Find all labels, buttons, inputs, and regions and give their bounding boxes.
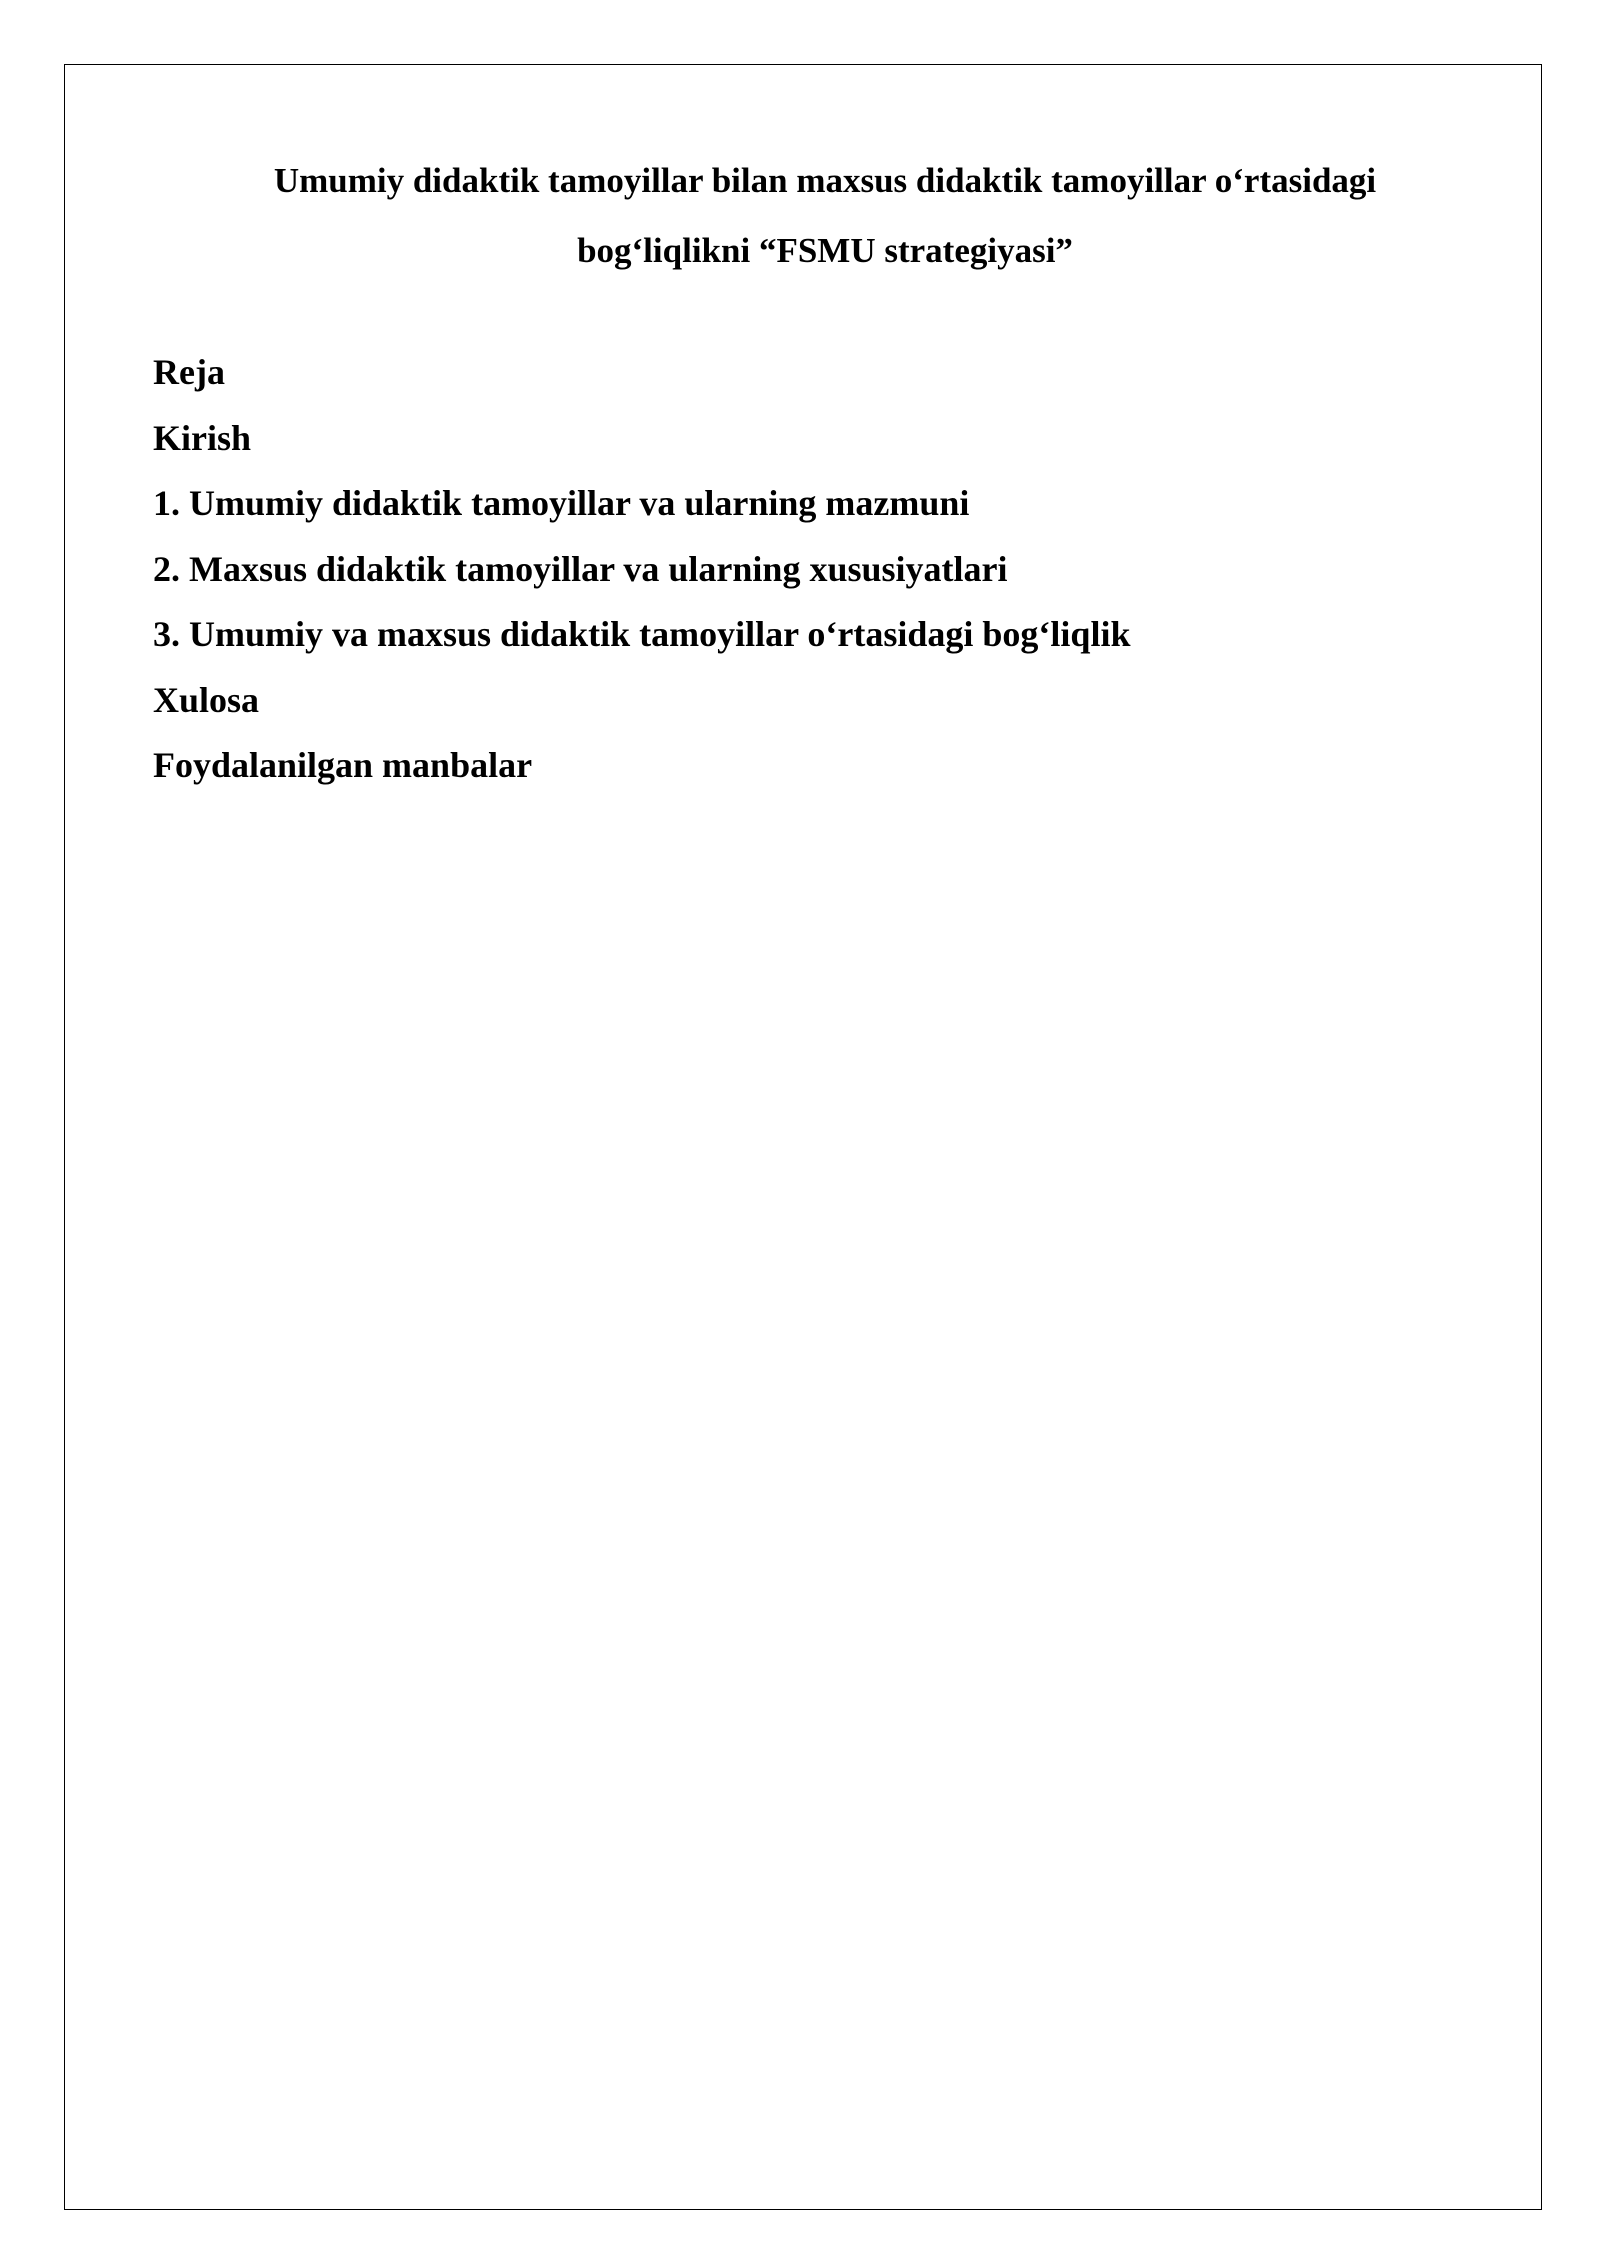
- title-line-1: Umumiy didaktik tamoyillar bilan maxsus didaktik tamoyillar o‘rtasidagi: [273, 161, 1377, 200]
- title-line-2: bog‘liqlikni “FSMU strategiyasi”: [577, 231, 1073, 270]
- plan-item-1: 1. Umumiy didaktik tamoyillar va ularning mazmuni: [153, 483, 970, 523]
- plan-item-manbalar: Foydalanilgan manbalar: [153, 745, 533, 785]
- document-title: [150, 146, 1500, 286]
- plan-heading: Reja: [153, 352, 225, 392]
- plan-item-xulosa: Xulosa: [153, 679, 260, 720]
- plan-item-3: 3. Umumiy va maxsus didaktik tamoyillar o‘rtasidagi bog‘liqlik: [153, 614, 1131, 654]
- plan-list: [153, 340, 1130, 799]
- plan-item-2: 2. Maxsus didaktik tamoyillar va ularning xususiyatlari: [153, 548, 1008, 589]
- plan-item-kirish: Kirish: [153, 417, 252, 458]
